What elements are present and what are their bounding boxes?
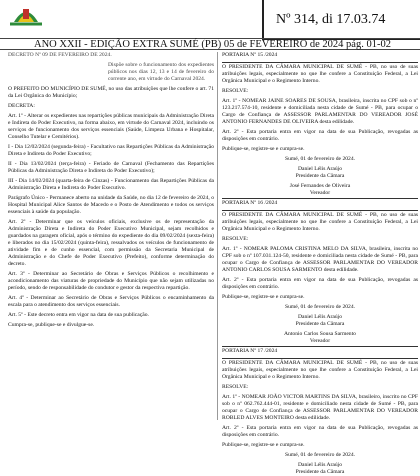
- divider: [222, 346, 418, 347]
- decree-item1: I - Dia 12/02/2024 (segunda-feira) - Facultativo nas Repartições Públicas da Administração Direta e Indireta do Poder Executivo;: [8, 144, 214, 157]
- portaria-resolve: RESOLVE:: [222, 88, 249, 94]
- decree-decreta: DECRETA:: [8, 103, 35, 109]
- portaria-body: O PRESIDENTE DA CÂMARA MUNICIPAL DE SUMÉ - PB, no uso de suas atribuições legais, especialmente no que lhe confere a Constituição Federal, a Lei Orgânica Municipal e o Regimento Interno.: [222, 64, 418, 84]
- divider: [222, 62, 418, 63]
- portaria-art1: Art. 1º - NOMEAR PALOMA CRISTINA MELO DA SILVA, brasileira, inscrita no CPF sob o nº 107.031.124-50, residente e domiciliada nesta cidade de Sumé - PB, para ocupar o Cargo de Confiança de ASSESSOR PARLAMENTAR DO VEREADOR ANTONIO CARLOS SOUSA SARMENTO desta edilidade.: [222, 246, 418, 273]
- signature-role: Presidente da Câmara: [295, 321, 345, 327]
- signature-role: Vereador: [309, 338, 331, 344]
- portaria-date: Sumé, 01 de fevereiro de 2024.: [284, 304, 356, 310]
- signature-block: [222, 183, 418, 197]
- portaria-resolve: RESOLVE:: [222, 384, 249, 390]
- signature-name: Daniel Lélis Araújo: [297, 314, 343, 320]
- portaria-body: O PRESIDENTE DA CÂMARA MUNICIPAL DE SUMÉ - PB, no uso de suas atribuições legais, especialmente no que lhe confere a Constituição Federal, a Lei Orgânica Municipal e o Regimento Interno.: [222, 360, 418, 380]
- decree-ementa: Dispõe sobre o funcionamento dos expedientes públicos nos dias 12, 13 e 14 de fevereiro do corrente ano, em virtude do Carnaval 2024.: [108, 62, 214, 82]
- portaria-art1: Art. 1º - NOMEAR JOÃO VICTOR MARTINS DA SILVA, brasileiro, inscrito no CPF sob o nº 062.762.444-01, residente e domiciliado nesta cidade de Sumé - PB, para ocupar o Cargo de Confiança de ASSESSOR PARLAMENTAR DO VEREADOR ROBLED ALVES MONTEIRO desta edilidade.: [222, 394, 418, 421]
- edition-line: ANO XXII - EDIÇÃO EXTRA SUMÉ (PB) 05 de FEVEREIRO de 2024 pág. 01-02: [0, 38, 420, 50]
- divider: [222, 198, 418, 199]
- municipal-coat-of-arms-icon: [6, 0, 46, 26]
- portarias-column: [222, 52, 418, 475]
- decree-art3: Art. 3º - Determinar ao Secretário de Obras e Serviços Públicos o recolhimento e acondicionamento das viaturas de propriedade do Município que não sejam utilizadas no período, sendo de responsabilidade do condutor e gestor da respectiva repartição.: [8, 271, 214, 291]
- portaria-body: O PRESIDENTE DA CÂMARA MUNICIPAL DE SUMÉ - PB, no uso de suas atribuições legais, especialmente no que lhe confere a Constituição Federal, a Lei Orgânica Municipal e o Regimento Interno.: [222, 212, 418, 232]
- decree-item3: III - Dia 14/02/2024 (quarta-feira de Cinzas) - Funcionamento das Repartições Públicas da Administração Direta e Indireta do Poder Executivo.: [8, 178, 214, 191]
- signature-name: Antonio Carlos Sousa Sarmento: [284, 331, 356, 337]
- issue-number: Nº 314, di 17.03.74: [262, 0, 420, 40]
- portaria-title: PORTARIA Nº 16 /2024: [222, 200, 278, 206]
- decree-title: DECRETO Nº 09 DE FEVEREIRO DE 2024.: [8, 52, 112, 58]
- signature-block: [222, 331, 418, 345]
- portaria-date: Sumé, 01 de fevereiro de 2024.: [284, 452, 356, 458]
- signature-block: [222, 462, 418, 476]
- divider: [222, 210, 418, 211]
- portaria-art2: Art. 2º - Esta portaria entra em vigor na data de sua Publicação, revogadas as disposições em contrário.: [222, 277, 418, 290]
- portaria-resolve: RESOLVE:: [222, 236, 249, 242]
- decree-item2: II - Dia 13/02/2024 (terça-feira) - Feriado de Carnaval (Fechamento das Repartições Públicas da Administração Direta e Indireta do Poder Executivo);: [8, 161, 214, 174]
- decree-paragraph-unico: Parágrafo Único - Permanece aberto na unidade da Saúde, no dia 12 de fevereiro de 2024, o Hospital Municipal Alice Santos de Macedo e o Posto de Atendimento e todos os serviços essenciais à saúde da população.: [8, 195, 214, 215]
- decree-art1: Art. 1º - Alterar os expedientes nas repartições públicas municipais da Administração Direta e Indireta do Poder Executivo, na forma abaixo, em virtude do Carnaval 2024, incluindo os serviços de funcionamento dos serviços essenciais (Saúde, Limpeza Urbana e Hospitalar, Conselho Tutelar e Cemitérios).: [8, 113, 214, 140]
- portaria-publish: Publique-se, registre-se e cumpra-se.: [222, 146, 305, 152]
- decree-art5: Art. 5º - Este decreto entra em vigor na data de sua publicação.: [8, 312, 149, 318]
- signature-name: Daniel Lélis Araújo: [297, 462, 343, 468]
- signature-block: [222, 166, 418, 180]
- portaria-publish: Publique-se, registre-se e cumpra-se.: [222, 294, 305, 300]
- portaria-title: PORTARIA Nº 15 /2024: [222, 52, 278, 58]
- portaria-15: [222, 52, 418, 199]
- signature-role: Presidente da Câmara: [295, 469, 345, 475]
- signature-role: Vereador: [309, 190, 331, 196]
- decree-preamble: O PREFEITO DO MUNICÍPIO DE SUMÉ, no uso das atribuições que lhe confere o art. 71 da Lei Orgânica do Município;: [8, 86, 214, 99]
- signature-name: Daniel Lélis Araújo: [297, 166, 343, 172]
- signature-name: José Fernandes de Oliveira: [289, 183, 351, 189]
- portaria-art2: Art. 2º - Esta portaria entra em vigor na data de sua Publicação, revogadas as disposições em contrário.: [222, 425, 418, 438]
- signature-block: [222, 314, 418, 328]
- decree-art4: Art. 4º - Determinar ao Secretário de Obras e Serviços Públicos o encaminhamento da escala para o atendimento dos serviços essenciais.: [8, 295, 214, 308]
- portaria-16: [222, 200, 418, 347]
- decree-closing: Cumpra-se, publique-se e divulgue-se.: [8, 322, 95, 328]
- divider: [222, 358, 418, 359]
- portaria-art1: Art. 1º - NOMEAR JAINE SOARES DE SOUSA, brasileira, inscrita no CPF sob o nº 123.217.574-10, residente e domiciliada nesta cidade de Sumé - PB, para ocupar o Cargo de Confiança de ASSESSOR PARLAMENTAR DO VEREADOR JOSÉ ANTONIO FERNANDES DE OLIVEIRA desta edilidade.: [222, 98, 418, 125]
- decree-art2: Art. 2º - Determinar que os veículos oficiais, exclusive os de representação da Administração Direta e Indireta do Poder Executivo Municipal, sejam recolhidos e guardados na garagem oficial, após o término do expediente do dia 09/02/2024 (sexta-feira) e liberados no dia 15/02/2024 (quinta-feira), ressalvados os veículos de funcionamento de atividade fim e de cunho essencial, com permissão da Secretaria Municipal de Administração e do Chefe de Poder Executivo (Prefeito), conforme determinação do decreto.: [8, 219, 214, 267]
- portaria-date: Sumé, 01 de fevereiro de 2024.: [284, 156, 356, 162]
- portaria-publish: Publique-se, registre-se e cumpra-se.: [222, 442, 305, 448]
- portaria-title: PORTARIA Nº 17 /2024: [222, 348, 278, 354]
- portaria-art2: Art. 2º - Esta portaria entra em vigor na data de sua Publicação, revogadas as disposições em contrário.: [222, 129, 418, 142]
- portaria-17: [222, 348, 418, 476]
- signature-role: Presidente da Câmara: [295, 173, 345, 179]
- decree-column: [8, 52, 214, 420]
- column-divider: [217, 52, 218, 420]
